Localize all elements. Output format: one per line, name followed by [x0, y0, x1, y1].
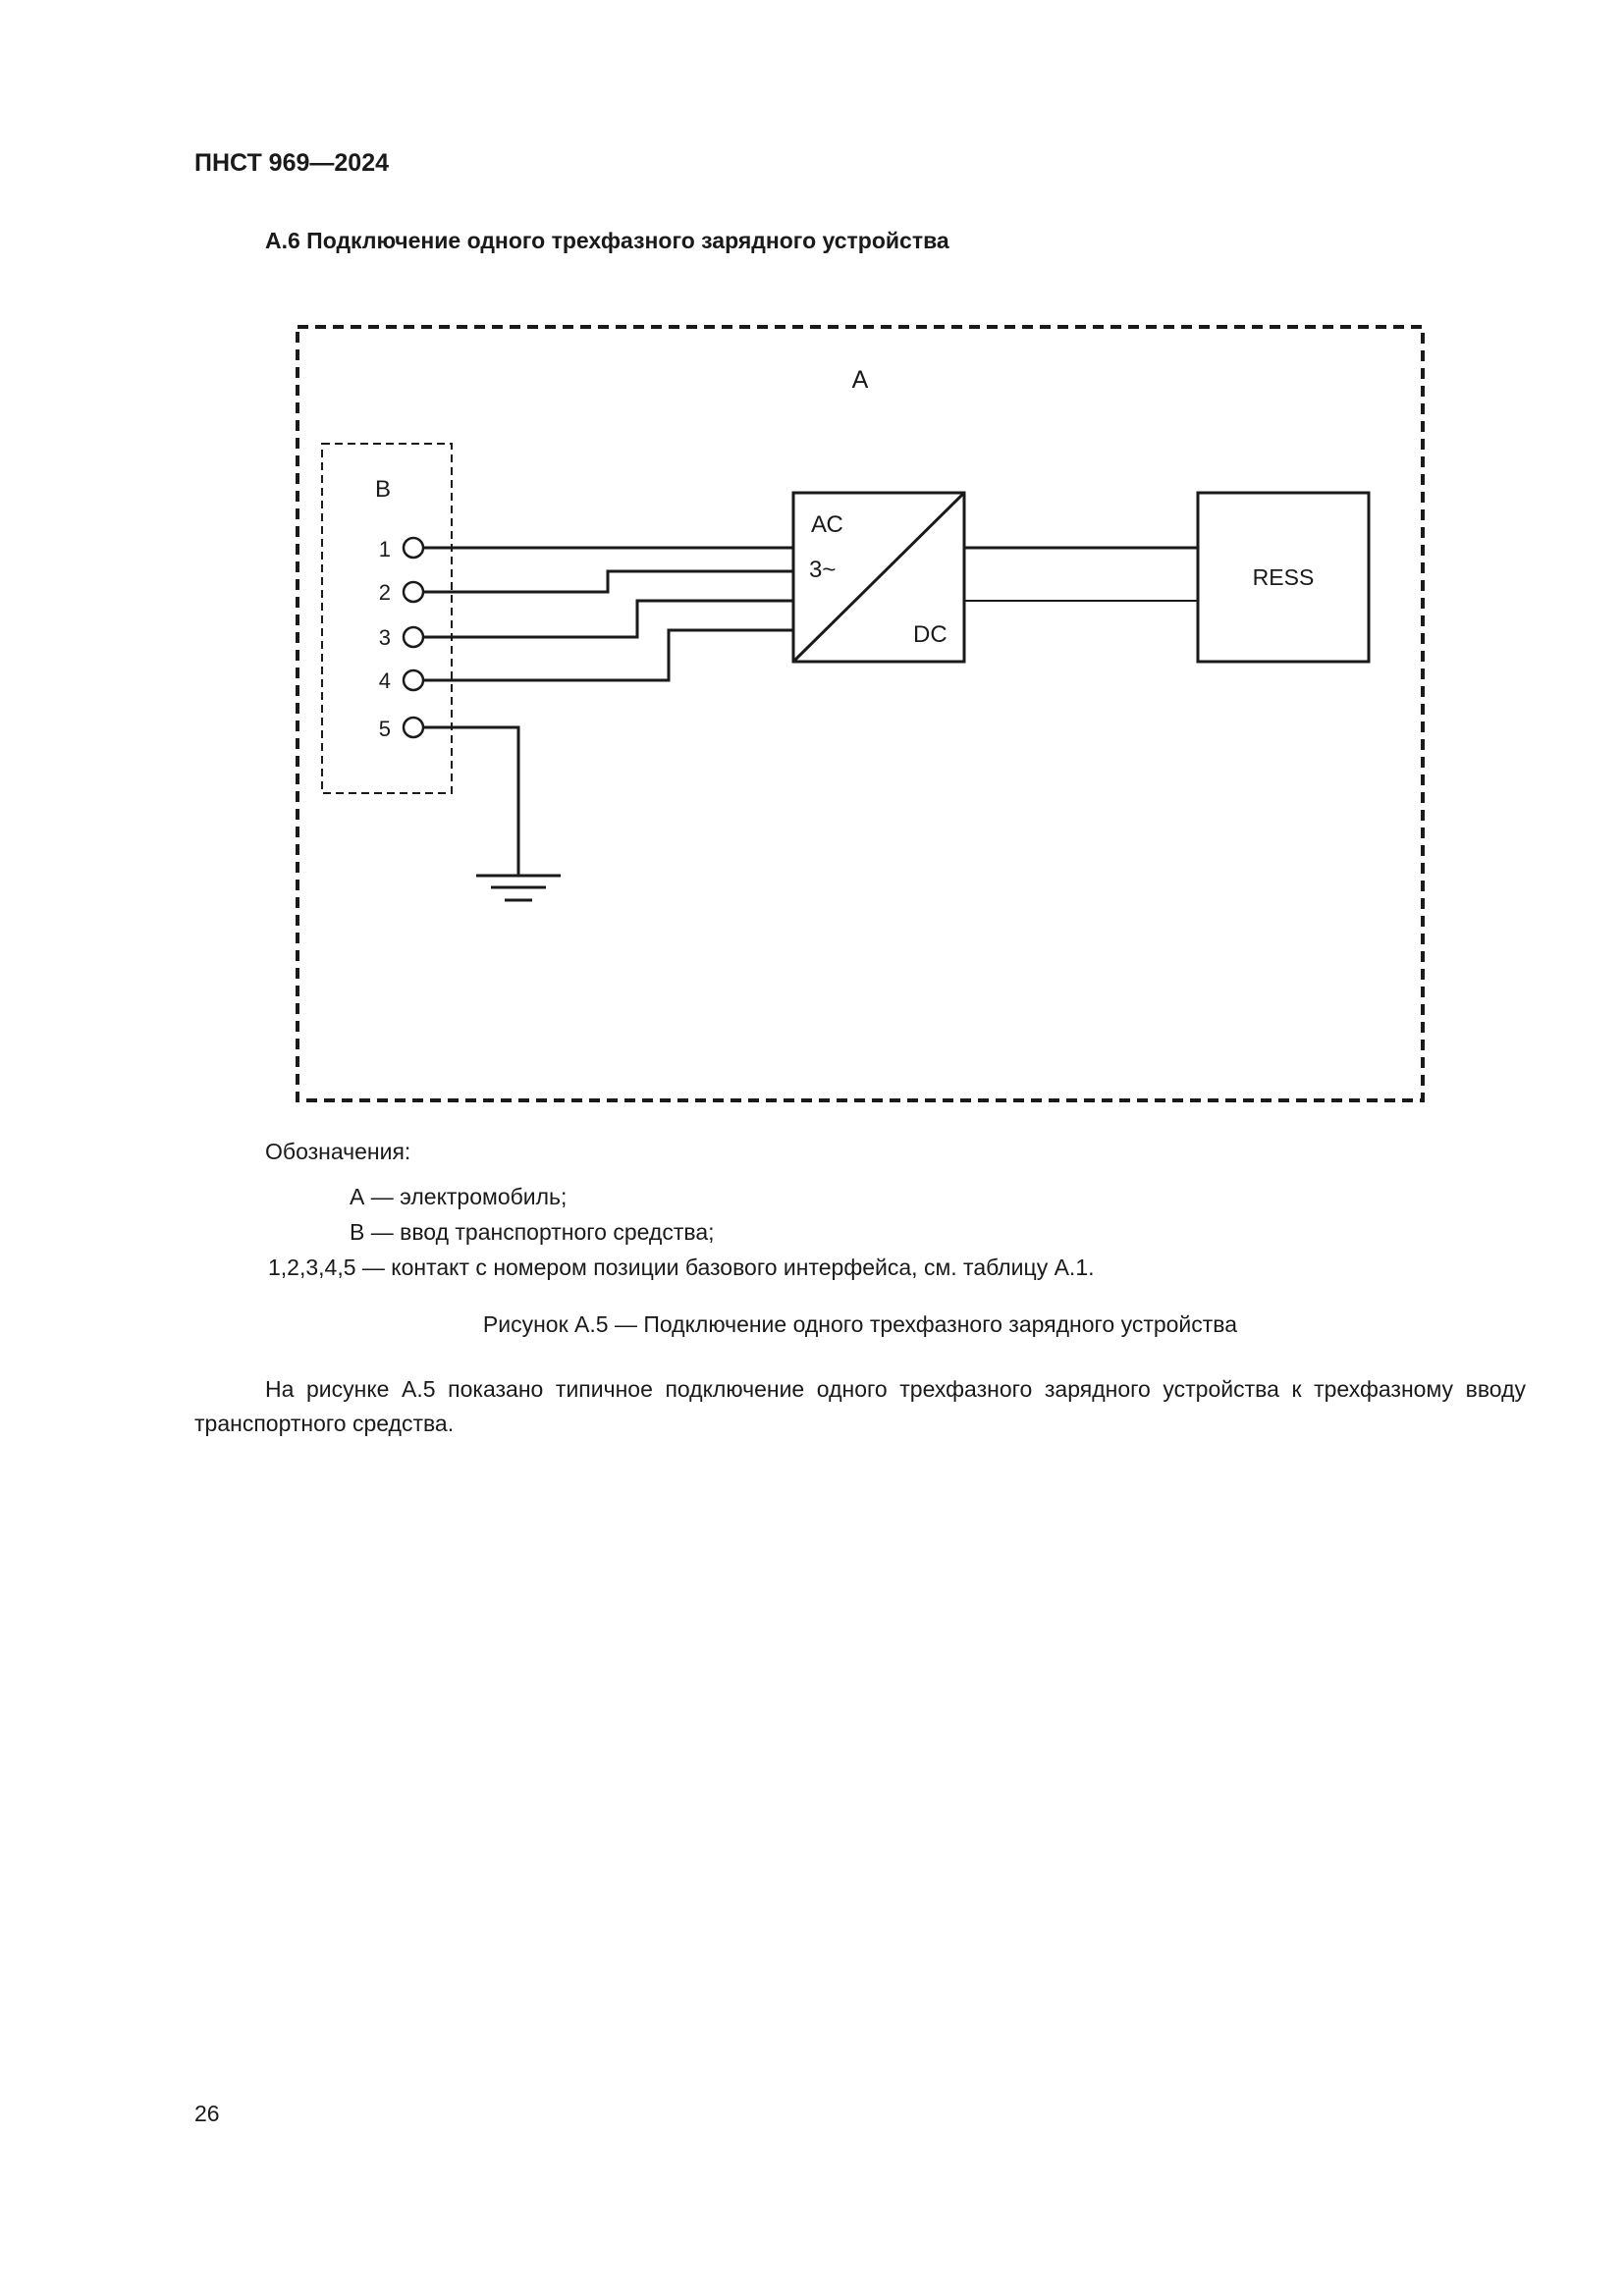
connection-diagram [0, 0, 1624, 1129]
legend-heading: Обозначения: [265, 1139, 411, 1164]
pin-number-1: 1 [378, 537, 391, 561]
wire-pin-2 [423, 571, 793, 592]
section-title: А.6 Подключение одного трехфазного зарядного устройства [265, 228, 949, 253]
pin-terminal-2 [404, 582, 423, 602]
vehicle-label: А [851, 366, 869, 394]
pin-terminal-5 [404, 718, 423, 737]
body-paragraph: На рисунке А.5 показано типичное подключение одного трехфазного зарядного устройства к трехфазному вводу транспортного средства. [194, 1376, 1526, 1436]
wire-pin-5-earth [423, 727, 518, 876]
pin-terminal-1 [404, 538, 423, 558]
pin-terminal-4 [404, 670, 423, 690]
document-header: ПНСТ 969—2024 [194, 149, 389, 177]
ground-icon [476, 876, 561, 900]
converter-phase-label: 3~ [809, 557, 837, 583]
pin-number-4: 4 [378, 668, 391, 693]
ress-label: RESS [1252, 564, 1315, 590]
pin-number-5: 5 [378, 717, 391, 741]
figure-caption: Рисунок А.5 — Подключение одного трехфазного зарядного устройства [482, 1311, 1238, 1337]
legend-item-b: В — ввод транспортного средства; [350, 1219, 715, 1245]
pin-terminal-3 [404, 627, 423, 647]
page-number: 26 [194, 2101, 220, 2126]
converter-ac-label: АС [811, 511, 843, 538]
vehicle-boundary [298, 327, 1423, 1100]
legend-item-pins: 1,2,3,4,5 — контакт с номером позиции базового интерфейса, см. таблицу А.1. [268, 1255, 1095, 1280]
pin-number-2: 2 [378, 580, 391, 605]
inlet-label: В [374, 476, 392, 503]
pin-number-3: 3 [378, 625, 391, 650]
converter-dc-label: DC [913, 621, 947, 648]
legend-item-a: А — электромобиль; [350, 1184, 568, 1209]
